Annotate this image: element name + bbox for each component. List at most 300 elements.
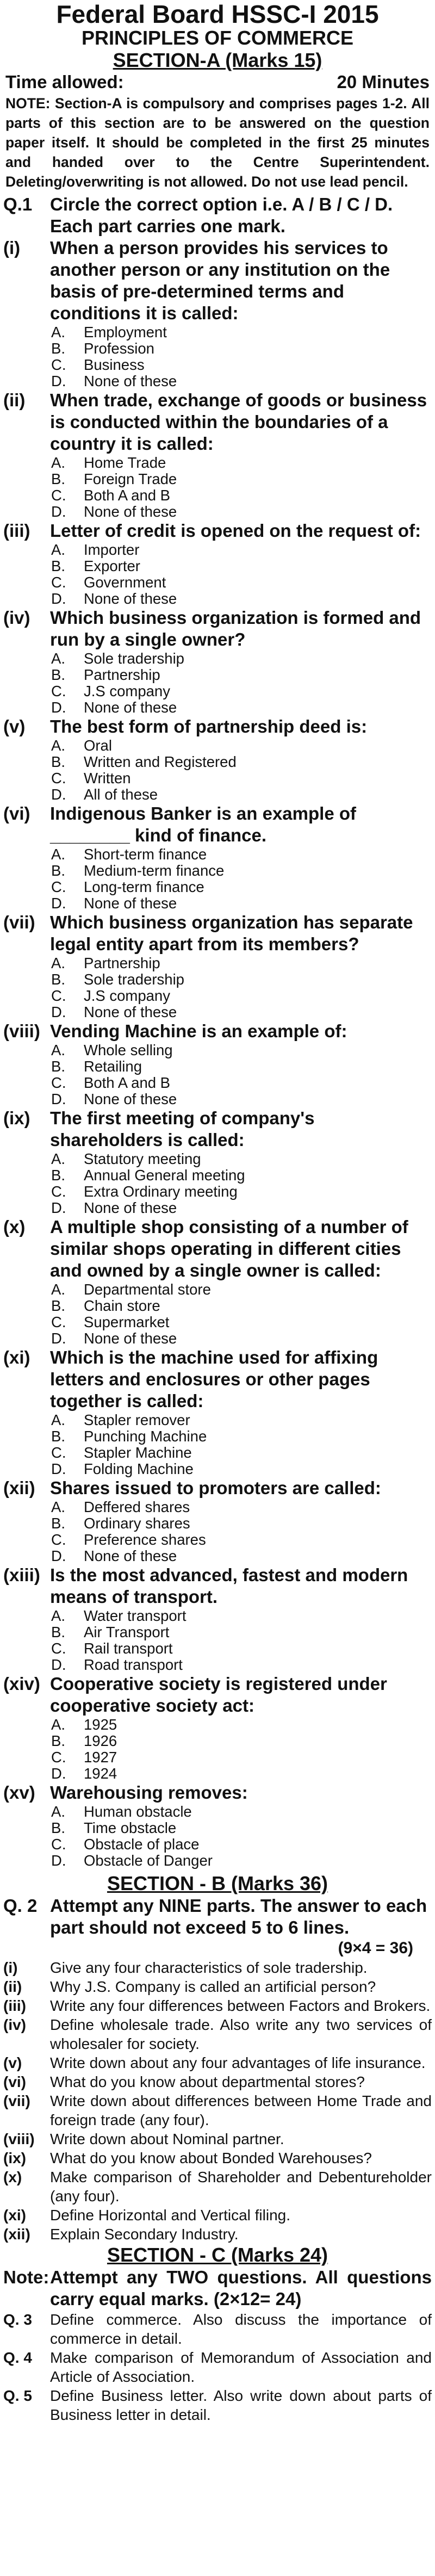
- option-text: Short-term finance: [84, 846, 207, 863]
- mcq-text: Is the most advanced, fastest and modern means of transport.: [50, 1565, 408, 1607]
- mcq-option: [47, 373, 435, 389]
- mcq-number: (xiv): [3, 1674, 40, 1694]
- mcq-text: Which is the machine used for affixing letters and enclosures or other pages together is called:: [50, 1347, 378, 1411]
- q1-instruction: [0, 194, 435, 237]
- mcq-option: [47, 1298, 435, 1314]
- option-letter: B.: [51, 1515, 65, 1532]
- short-question-number: (i): [3, 1959, 18, 1976]
- long-question-list: [0, 2310, 435, 2424]
- short-question: [0, 2015, 435, 2053]
- mcq-question: [0, 389, 435, 455]
- mcq-option: [47, 1548, 435, 1564]
- option-letter: C.: [51, 878, 66, 895]
- option-text: 1926: [84, 1732, 117, 1749]
- option-text: None of these: [84, 895, 177, 912]
- mcq-option: [47, 787, 435, 803]
- mcq-option: [47, 1330, 435, 1347]
- mcq-option: [47, 324, 435, 340]
- mcq-text: Vending Machine is an example of:: [50, 1021, 347, 1041]
- short-question: [0, 1977, 435, 1996]
- option-text: J.S company: [84, 683, 170, 699]
- mcq-option: [47, 1058, 435, 1075]
- option-letter: C.: [51, 356, 66, 373]
- option-letter: A.: [51, 1042, 65, 1058]
- option-text: J.S company: [84, 987, 170, 1004]
- mcq-number: (iv): [3, 608, 30, 628]
- mcq-text: Which business organization is formed and run by a single owner?: [50, 608, 421, 649]
- option-letter: D.: [51, 1199, 66, 1216]
- time-allowed-row: [0, 72, 435, 92]
- option-text: Medium-term finance: [84, 862, 225, 879]
- mcq-option: [47, 1749, 435, 1766]
- option-text: Supermarket: [84, 1314, 170, 1330]
- option-letter: C.: [51, 574, 66, 591]
- option-text: Government: [84, 574, 166, 591]
- board-title: Federal Board HSSC-I 2015: [56, 0, 379, 28]
- option-text: Written: [84, 770, 131, 787]
- mcq-option: [47, 574, 435, 591]
- option-letter: A.: [51, 1716, 65, 1733]
- option-letter: D.: [51, 590, 66, 607]
- mcq-option: [47, 738, 435, 754]
- option-text: Ordinary shares: [84, 1515, 190, 1532]
- mcq-question: [0, 912, 435, 955]
- mcq-item: [0, 520, 435, 607]
- option-letter: D.: [51, 895, 66, 912]
- short-question-text: Write down about Nominal partner.: [50, 2131, 284, 2147]
- mcq-option: [47, 1314, 435, 1330]
- q2-instruction: [0, 1895, 435, 1939]
- mcq-option: [47, 1445, 435, 1461]
- option-letter: B.: [51, 1624, 65, 1640]
- short-question: [0, 2168, 435, 2206]
- mcq-option: [47, 1499, 435, 1515]
- mcq-options: [47, 651, 435, 716]
- option-text: Extra Ordinary meeting: [84, 1183, 238, 1200]
- short-question-number: (iii): [3, 1997, 26, 2014]
- mcq-option: [47, 1412, 435, 1428]
- mcq-item: [0, 912, 435, 1020]
- short-question-number: (ix): [3, 2150, 26, 2166]
- mcq-option: [47, 1608, 435, 1624]
- option-text: Folding Machine: [84, 1460, 194, 1477]
- option-text: Partnership: [84, 666, 160, 683]
- mcq-question: [0, 1782, 435, 1804]
- option-text: Time obstacle: [84, 1819, 177, 1836]
- short-question-text: Explain Secondary Industry.: [50, 2226, 239, 2243]
- short-question-text: Make comparison of Shareholder and Debentureholder (any four).: [50, 2169, 432, 2205]
- option-letter: D.: [51, 699, 66, 716]
- mcq-option: [47, 455, 435, 471]
- option-text: 1925: [84, 1716, 117, 1733]
- short-question-text: Write down about any four advantages of life insurance.: [50, 2054, 426, 2071]
- long-question: [0, 2386, 435, 2424]
- mcq-text: When a person provides his services to another person or any institution on the basis of pre-determined terms and conditions it is called:: [50, 238, 390, 323]
- mcq-option: [47, 971, 435, 988]
- option-letter: C.: [51, 1074, 66, 1091]
- option-text: Exporter: [84, 558, 140, 574]
- mcq-item: [0, 1020, 435, 1107]
- mcq-option: [47, 1151, 435, 1167]
- mcq-option: [47, 1836, 435, 1853]
- mcq-option: [47, 1717, 435, 1733]
- short-question-text: Write any four differences between Factors and Brokers.: [50, 1997, 431, 2014]
- mcq-options: [47, 1281, 435, 1347]
- section-c-title: SECTION - C (Marks 24): [107, 2244, 328, 2266]
- mcq-text: Shares issued to promoters are called:: [50, 1478, 381, 1498]
- mcq-option: [47, 846, 435, 863]
- mcq-option: [47, 1091, 435, 1107]
- mcq-question: [0, 1107, 435, 1151]
- option-letter: C.: [51, 1749, 66, 1766]
- mcq-option: [47, 1804, 435, 1820]
- mcq-option: [47, 1200, 435, 1216]
- option-text: Air Transport: [84, 1624, 170, 1640]
- mcq-question: [0, 1673, 435, 1717]
- option-letter: D.: [51, 1004, 66, 1020]
- mcq-item: [0, 1673, 435, 1782]
- option-text: Water transport: [84, 1607, 187, 1624]
- mcq-item: [0, 1347, 435, 1477]
- short-question: [0, 2225, 435, 2244]
- short-question-number: (iv): [3, 2016, 26, 2033]
- mcq-question: [0, 1564, 435, 1608]
- option-letter: B.: [51, 340, 65, 357]
- option-letter: B.: [51, 1058, 65, 1075]
- mcq-option: [47, 1042, 435, 1058]
- mcq-item: [0, 1477, 435, 1564]
- mcq-number: (ix): [3, 1108, 30, 1128]
- short-question: [0, 2072, 435, 2091]
- mcq-option: [47, 1461, 435, 1477]
- mcq-question: [0, 607, 435, 651]
- mcq-option: [47, 699, 435, 716]
- mcq-option: [47, 651, 435, 667]
- mcq-number: (v): [3, 716, 26, 736]
- mcq-text: Which business organization has separate legal entity apart from its members?: [50, 912, 413, 954]
- mcq-option: [47, 1733, 435, 1749]
- mcq-item: [0, 1107, 435, 1216]
- mcq-option: [47, 1820, 435, 1836]
- option-letter: B.: [51, 862, 65, 879]
- mcq-option: [47, 1004, 435, 1020]
- option-text: Stapler Machine: [84, 1444, 192, 1461]
- option-text: Deffered shares: [84, 1498, 190, 1515]
- short-question-text: Give any four characteristics of sole tradership.: [50, 1959, 368, 1976]
- short-question: [0, 2091, 435, 2129]
- mcq-options: [47, 1608, 435, 1673]
- mcq-question: [0, 803, 435, 846]
- option-text: None of these: [84, 1091, 177, 1107]
- option-letter: A.: [51, 1411, 65, 1428]
- short-question-text: Why J.S. Company is called an artificial person?: [50, 1978, 376, 1995]
- option-text: Whole selling: [84, 1042, 173, 1058]
- option-text: Punching Machine: [84, 1428, 207, 1445]
- option-letter: B.: [51, 1297, 65, 1314]
- mcq-option: [47, 1766, 435, 1782]
- option-text: None of these: [84, 1330, 177, 1347]
- question-number: Q.1: [3, 194, 33, 214]
- option-letter: A.: [51, 1281, 65, 1298]
- mcq-item: [0, 803, 435, 912]
- option-letter: A.: [51, 1498, 65, 1515]
- option-letter: A.: [51, 454, 65, 471]
- option-letter: A.: [51, 541, 65, 558]
- long-question: [0, 2310, 435, 2348]
- mcq-number: (xiii): [3, 1565, 40, 1585]
- mcq-options: [47, 455, 435, 520]
- option-letter: D.: [51, 1656, 66, 1673]
- option-letter: C.: [51, 1314, 66, 1330]
- short-question-number: (x): [3, 2169, 22, 2185]
- mcq-text: The first meeting of company's shareholders is called:: [50, 1108, 315, 1150]
- short-question-number: (xii): [3, 2226, 30, 2243]
- option-text: 1927: [84, 1749, 117, 1766]
- option-letter: D.: [51, 1460, 66, 1477]
- mcq-text: Indigenous Banker is an example of ________ kind of finance.: [50, 803, 356, 845]
- option-letter: B.: [51, 1732, 65, 1749]
- short-question: [0, 1996, 435, 2015]
- option-letter: C.: [51, 987, 66, 1004]
- long-question-text: Make comparison of Memorandum of Association and Article of Association.: [50, 2349, 432, 2385]
- short-question: [0, 1958, 435, 1977]
- mcq-item: [0, 1782, 435, 1869]
- subject-title: PRINCIPLES OF COMMERCE: [81, 27, 354, 49]
- option-letter: A.: [51, 650, 65, 667]
- mcq-options: [47, 846, 435, 912]
- mcq-option: [47, 879, 435, 895]
- long-question-text: Define Business letter. Also write down about parts of Business letter in detail.: [50, 2387, 432, 2423]
- option-text: Stapler remover: [84, 1411, 190, 1428]
- option-letter: A.: [51, 1803, 65, 1820]
- mcq-option: [47, 542, 435, 558]
- mcq-option: [47, 1640, 435, 1657]
- option-text: All of these: [84, 786, 158, 803]
- short-question-number: (ii): [3, 1978, 22, 1995]
- mcq-question: [0, 237, 435, 324]
- option-text: Sole tradership: [84, 650, 184, 667]
- mcq-number: (x): [3, 1217, 26, 1237]
- mcq-option: [47, 754, 435, 770]
- mcq-option: [47, 1428, 435, 1445]
- mcq-option: [47, 471, 435, 487]
- option-text: Chain store: [84, 1297, 160, 1314]
- mcq-options: [47, 1717, 435, 1782]
- option-letter: A.: [51, 324, 65, 340]
- option-text: Long-term finance: [84, 878, 204, 895]
- mcq-option: [47, 863, 435, 879]
- option-letter: B.: [51, 753, 65, 770]
- short-question-number: (v): [3, 2054, 22, 2071]
- option-text: 1924: [84, 1765, 117, 1782]
- option-text: Obstacle of place: [84, 1836, 200, 1853]
- mcq-option: [47, 683, 435, 699]
- option-letter: B.: [51, 558, 65, 574]
- long-question: [0, 2348, 435, 2386]
- mcq-option: [47, 1624, 435, 1640]
- option-text: Foreign Trade: [84, 470, 177, 487]
- option-text: Human obstacle: [84, 1803, 192, 1820]
- option-text: None of these: [84, 1004, 177, 1020]
- option-letter: D.: [51, 373, 66, 389]
- mcq-option: [47, 1657, 435, 1673]
- option-letter: B.: [51, 1819, 65, 1836]
- mcq-question: [0, 1477, 435, 1499]
- option-text: Partnership: [84, 955, 160, 971]
- option-letter: A.: [51, 846, 65, 863]
- mcq-options: [47, 542, 435, 607]
- short-question-number: (vii): [3, 2092, 30, 2109]
- option-letter: D.: [51, 786, 66, 803]
- mcq-question: [0, 520, 435, 542]
- option-letter: D.: [51, 1091, 66, 1107]
- short-question: [0, 2206, 435, 2225]
- option-text: Sole tradership: [84, 971, 184, 988]
- note-text: Attempt any TWO questions. All questions carry equal marks. (2×12= 24): [50, 2267, 432, 2309]
- option-letter: B.: [51, 1428, 65, 1445]
- mcq-option: [47, 1075, 435, 1091]
- option-text: Employment: [84, 324, 167, 340]
- time-value: 20 Minutes: [337, 72, 430, 92]
- option-text: Road transport: [84, 1656, 183, 1673]
- option-text: Importer: [84, 541, 140, 558]
- short-question-text: Define Horizontal and Vertical filing.: [50, 2207, 291, 2224]
- long-question-number: Q. 4: [3, 2349, 32, 2366]
- option-letter: A.: [51, 1150, 65, 1167]
- option-text: Written and Registered: [84, 753, 237, 770]
- mcq-text: When trade, exchange of goods or business is conducted within the boundaries of a country it is called:: [50, 390, 427, 454]
- mcq-option: [47, 1532, 435, 1548]
- option-text: Departmental store: [84, 1281, 211, 1298]
- option-letter: B.: [51, 1167, 65, 1184]
- mcq-text: Warehousing removes:: [50, 1782, 248, 1803]
- mcq-text: A multiple shop consisting of a number of similar shops operating in different cities and owned by a single owner is called:: [50, 1217, 408, 1280]
- option-letter: D.: [51, 1330, 66, 1347]
- long-question-text: Define commerce. Also discuss the importance of commerce in detail.: [50, 2311, 432, 2347]
- option-letter: A.: [51, 737, 65, 754]
- short-question-text: Define wholesale trade. Also write any two services of wholesaler for society.: [50, 2016, 432, 2052]
- option-letter: D.: [51, 1852, 66, 1869]
- option-text: Both A and B: [84, 487, 171, 504]
- section-c-note: [0, 2267, 435, 2310]
- mcq-option: [47, 558, 435, 574]
- option-text: Oral: [84, 737, 112, 754]
- mcq-number: (vii): [3, 912, 35, 932]
- question-number: Q. 2: [3, 1896, 38, 1916]
- short-question-text: Write down about differences between Home Trade and foreign trade (any four).: [50, 2092, 432, 2128]
- option-letter: C.: [51, 1836, 66, 1853]
- option-text: None of these: [84, 503, 177, 520]
- short-question: [0, 2148, 435, 2168]
- mcq-number: (ii): [3, 390, 26, 410]
- option-text: Business: [84, 356, 145, 373]
- option-text: None of these: [84, 373, 177, 389]
- short-question: [0, 2129, 435, 2148]
- option-letter: A.: [51, 1607, 65, 1624]
- mcq-option: [47, 340, 435, 357]
- mcq-options: [47, 1151, 435, 1216]
- option-text: Obstacle of Danger: [84, 1852, 213, 1869]
- mcq-item: [0, 607, 435, 716]
- short-question-number: (xi): [3, 2207, 26, 2224]
- option-letter: A.: [51, 955, 65, 971]
- option-text: Home Trade: [84, 454, 166, 471]
- long-question-number: Q. 3: [3, 2311, 32, 2328]
- mcq-options: [47, 1499, 435, 1564]
- option-text: Preference shares: [84, 1531, 206, 1548]
- long-question-number: Q. 5: [3, 2387, 32, 2404]
- option-letter: D.: [51, 1547, 66, 1564]
- time-label: Time allowed:: [5, 72, 124, 92]
- note-label: Note:: [3, 2267, 49, 2287]
- option-letter: B.: [51, 470, 65, 487]
- mcq-item: [0, 237, 435, 389]
- short-question-number: (vi): [3, 2073, 26, 2090]
- option-text: Annual General meeting: [84, 1167, 245, 1184]
- mcq-number: (xi): [3, 1347, 30, 1367]
- mcq-text: Letter of credit is opened on the request of:: [50, 521, 421, 541]
- mcq-list: [0, 237, 435, 1869]
- mcq-option: [47, 1281, 435, 1298]
- option-text: Retailing: [84, 1058, 142, 1075]
- section-b-title: SECTION - B (Marks 36): [107, 1872, 328, 1894]
- mcq-option: [47, 591, 435, 607]
- mcq-question: [0, 1347, 435, 1412]
- mcq-option: [47, 1515, 435, 1532]
- mcq-option: [47, 1853, 435, 1869]
- short-question-list: [0, 1958, 435, 2244]
- short-question-text: What do you know about departmental stores?: [50, 2073, 365, 2090]
- option-text: Rail transport: [84, 1640, 173, 1657]
- mcq-option: [47, 487, 435, 504]
- option-letter: C.: [51, 1640, 66, 1657]
- option-letter: C.: [51, 683, 66, 699]
- mcq-question: [0, 1216, 435, 1281]
- short-question-text: What do you know about Bonded Warehouses?: [50, 2150, 372, 2166]
- mcq-options: [47, 738, 435, 803]
- question-text: Circle the correct option i.e. A / B / C / D. Each part carries one mark.: [50, 194, 393, 236]
- mcq-number: (i): [3, 238, 21, 258]
- mcq-options: [47, 1042, 435, 1107]
- option-text: None of these: [84, 590, 177, 607]
- option-letter: C.: [51, 1183, 66, 1200]
- mcq-option: [47, 955, 435, 971]
- mcq-options: [47, 324, 435, 389]
- short-question: [0, 2053, 435, 2072]
- mcq-question: [0, 716, 435, 738]
- mcq-number: (xii): [3, 1478, 35, 1498]
- section-b-marks: (9×4 = 36): [338, 1939, 413, 1957]
- mcq-item: [0, 389, 435, 520]
- mcq-option: [47, 770, 435, 787]
- question-text: Attempt any NINE parts. The answer to each part should not exceed 5 to 6 lines.: [50, 1896, 427, 1937]
- option-letter: C.: [51, 487, 66, 504]
- mcq-number: (viii): [3, 1021, 40, 1041]
- mcq-text: Cooperative society is registered under cooperative society act:: [50, 1674, 387, 1716]
- mcq-option: [47, 667, 435, 683]
- mcq-option: [47, 895, 435, 912]
- option-text: None of these: [84, 1547, 177, 1564]
- mcq-item: [0, 1564, 435, 1673]
- option-text: None of these: [84, 699, 177, 716]
- mcq-question: [0, 1020, 435, 1042]
- mcq-number: (xv): [3, 1782, 35, 1803]
- mcq-option: [47, 1167, 435, 1184]
- option-text: Both A and B: [84, 1074, 171, 1091]
- option-letter: C.: [51, 1444, 66, 1461]
- option-text: Profession: [84, 340, 154, 357]
- mcq-option: [47, 357, 435, 373]
